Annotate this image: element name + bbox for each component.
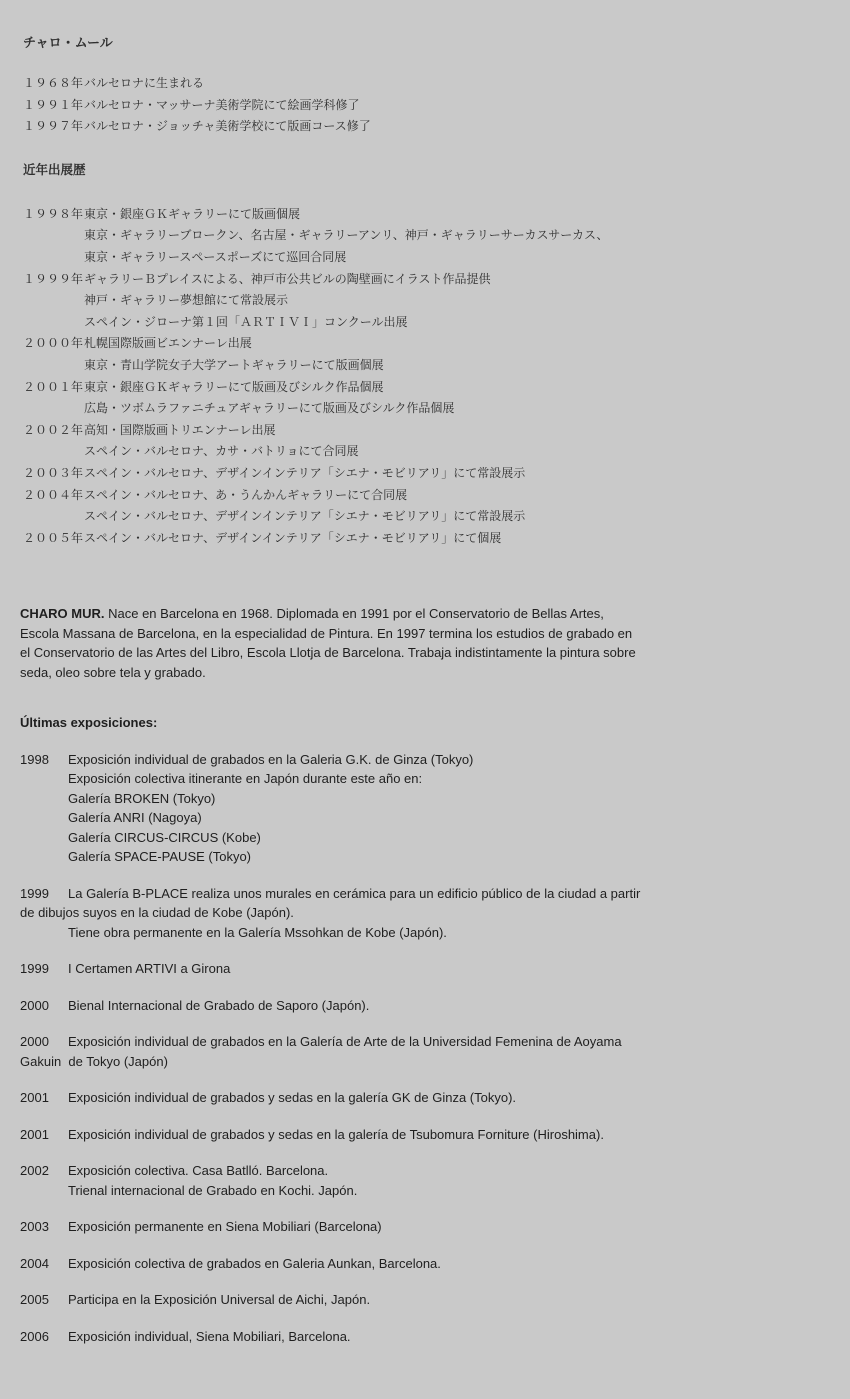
exhibition-row: [23, 528, 850, 550]
exhibition-block: [20, 1217, 850, 1237]
exhibition-row: [20, 789, 850, 809]
year-label: ２００１年: [23, 379, 84, 394]
year-label: ２００３年: [23, 465, 84, 480]
bio-line: el Conservatorio de las Artes del Libro, Escola Llotja de Barcelona. Trabaja indistintamente la pintura sobre: [20, 645, 636, 661]
exhibition-block: [20, 1125, 850, 1145]
exhibition-row: [20, 1125, 850, 1145]
latest-exhibitions-heading-spanish: Últimas exposiciones:: [20, 715, 158, 731]
exhibition-row: [23, 333, 850, 355]
row-text: Galería BROKEN (Tokyo): [68, 790, 216, 806]
row-text: スペイン・ジローナ第１回「ＡＲＴＩＶＩ」コンクール出展: [84, 314, 408, 329]
exhibition-row: [20, 923, 850, 943]
exhibition-row: [23, 398, 850, 420]
year-label: 2004: [20, 1255, 49, 1271]
exhibition-row: [23, 377, 850, 399]
exhibition-row: [23, 204, 850, 226]
exhibition-row: [20, 1161, 850, 1181]
row-text: スペイン・バルセロナ、デザインインテリア「シエナ・モビリアリ」にて常設展示: [84, 465, 526, 480]
row-text: 東京・ギャラリースペースポーズにて巡回合同展: [84, 249, 347, 264]
year-label: [23, 225, 84, 247]
row-text: Exposición permanente en Siena Mobiliari (Barcelona): [68, 1219, 382, 1235]
row-text: スペイン・バルセロナ、カサ・バトリョにて合同展: [84, 444, 359, 459]
exhibition-row: [23, 269, 850, 291]
row-text: Galería ANRI (Nagoya): [68, 810, 202, 826]
row-text: 高知・国際版画トリエンナーレ出展: [84, 422, 276, 437]
exhibition-row: [23, 441, 850, 463]
row-text: バルセロナ・マッサーナ美術学院にて絵画学科修了: [84, 97, 360, 112]
row-text: 広島・ツボムラファニチュアギャラリーにて版画及びシルク作品個展: [84, 401, 455, 416]
education-row: [23, 95, 850, 117]
exhibition-row: [20, 828, 850, 848]
exhibition-block: [20, 1032, 850, 1071]
exhibition-row: [23, 247, 850, 269]
row-text: Participa en la Exposición Universal de Aichi, Japón.: [68, 1292, 371, 1308]
year-label: [20, 789, 68, 809]
row-text: Galería SPACE-PAUSE (Tokyo): [68, 849, 252, 865]
year-label: ２００４年: [23, 487, 84, 502]
exhibition-row: [20, 1032, 850, 1052]
row-text: 東京・銀座ＧＫギャラリーにて版画及びシルク作品個展: [84, 379, 384, 394]
bio-paragraph-spanish: [20, 604, 660, 682]
year-label: ２００５年: [23, 530, 84, 545]
row-text: 東京・青山学院女子大学アートギャラリーにて版画個展: [84, 357, 384, 372]
exhibition-row: [23, 485, 850, 507]
exhibition-block: [20, 1161, 850, 1200]
row-text: Exposición individual de grabados en la Galeria G.K. de Ginza (Tokyo): [68, 751, 474, 767]
year-label: １９９９年: [23, 271, 84, 286]
exhibition-row: [20, 1181, 850, 1201]
year-label: [23, 355, 84, 377]
row-text: Exposición individual de grabados y sedas en la galería GK de Ginza (Tokyo).: [68, 1090, 517, 1106]
exhibition-block: [20, 750, 850, 867]
artist-name-japanese: チャロ・ムール: [23, 35, 113, 50]
row-text: Tiene obra permanente en la Galería Mssohkan de Kobe (Japón).: [68, 924, 447, 940]
row-text: Exposición colectiva de grabados en Galeria Aunkan, Barcelona.: [68, 1255, 441, 1271]
year-label: 2006: [20, 1328, 49, 1344]
exhibition-row: [23, 420, 850, 442]
year-label: [23, 247, 84, 269]
exhibition-row: [20, 1088, 850, 1108]
exhibition-row: [23, 225, 850, 247]
exhibition-row: [20, 847, 850, 867]
row-text: 東京・ギャラリーブロークン、名古屋・ギャラリーアンリ、神戸・ギャラリーサーカスサーカス、: [84, 228, 609, 243]
year-label: 2002: [20, 1163, 49, 1179]
year-label: [23, 506, 84, 528]
row-text: 神戸・ギャラリー夢想館にて常設展示: [84, 293, 289, 308]
exhibition-row: [20, 996, 850, 1016]
education-row: [23, 116, 850, 138]
exhibition-block: [20, 996, 850, 1016]
row-text: Gakuin de Tokyo (Japón): [20, 1053, 168, 1069]
exhibition-row: [23, 312, 850, 334]
bio-line: [20, 604, 660, 624]
year-label: [20, 808, 68, 828]
exhibition-row: [23, 506, 850, 528]
exhibition-block: [20, 1088, 850, 1108]
exhibition-block: [20, 959, 850, 979]
row-text: スペイン・バルセロナ、デザインインテリア「シエナ・モビリアリ」にて個展: [84, 530, 502, 545]
row-text: バルセロナ・ジョッチャ美術学校にて版画コース修了: [84, 119, 371, 134]
year-label: [20, 769, 68, 789]
year-label: 2000: [20, 1034, 49, 1050]
year-label: １９６８年: [23, 76, 84, 90]
exhibitions-list-japanese: [23, 204, 850, 550]
row-text: Bienal Internacional de Grabado de Saporo (Japón).: [68, 997, 370, 1013]
year-label: ２０００年: [23, 336, 84, 351]
year-label: 1998: [20, 751, 49, 767]
exhibition-block: [20, 1290, 850, 1310]
year-label: １９９７年: [23, 119, 84, 134]
row-text: La Galería B-PLACE realiza unos murales en cerámica para un edificio público de la ciudad a partir: [68, 885, 641, 901]
year-label: [20, 847, 68, 867]
education-list-japanese: [23, 73, 850, 138]
row-text: Galería CIRCUS-CIRCUS (Kobe): [68, 829, 261, 845]
exhibition-row: [20, 1052, 850, 1072]
row-text: 東京・銀座ＧＫギャラリーにて版画個展: [84, 206, 301, 221]
exhibition-row: [20, 884, 850, 904]
row-text: Trienal internacional de Grabado en Kochi. Japón.: [68, 1182, 358, 1198]
year-label: 2005: [20, 1292, 49, 1308]
row-text: Exposición colectiva. Casa Batlló. Barcelona.: [68, 1163, 329, 1179]
artist-name-spanish: CHARO MUR.: [20, 606, 105, 622]
bio-line: seda, oleo sobre tela y grabado.: [20, 664, 206, 680]
exhibitions-list-spanish: [20, 750, 850, 1347]
exhibition-row: [23, 355, 850, 377]
row-text: Exposición colectiva itinerante en Japón durante este año en:: [68, 771, 423, 787]
row-text: バルセロナに生まれる: [84, 76, 205, 90]
exhibition-row: [20, 903, 850, 923]
row-text: Exposición individual de grabados en la Galería de Arte de la Universidad Femenina de Aoyama: [68, 1034, 622, 1050]
exhibition-row: [20, 769, 850, 789]
row-text: スペイン・バルセロナ、あ・うんかんギャラリーにて合同展: [84, 487, 408, 502]
exhibition-row: [23, 463, 850, 485]
row-text: スペイン・バルセロナ、デザインインテリア「シエナ・モビリアリ」にて常設展示: [84, 509, 526, 524]
year-label: 2000: [20, 997, 49, 1013]
year-label: [23, 312, 84, 334]
year-label: [20, 828, 68, 848]
year-label: [23, 398, 84, 420]
exhibition-block: [20, 884, 850, 943]
year-label: [23, 441, 84, 463]
exhibition-block: [20, 1327, 850, 1347]
recent-exhibitions-heading-japanese: 近年出展歴: [23, 162, 86, 177]
year-label: ２００２年: [23, 422, 84, 437]
bio-line-text: Nace en Barcelona en 1968. Diplomada en 1991 por el Conservatorio de Bellas Artes,: [104, 606, 604, 622]
year-label: 2001: [20, 1126, 49, 1142]
year-label: 1999: [20, 961, 49, 977]
exhibition-row: [23, 290, 850, 312]
row-text: 札幌国際版画ビエンナーレ出展: [84, 336, 252, 351]
year-label: １９９８年: [23, 206, 84, 221]
row-text: Exposición individual de grabados y sedas en la galería de Tsubomura Forniture (Hiroshima).: [68, 1126, 604, 1142]
education-row: [23, 73, 850, 95]
exhibition-row: [20, 1290, 850, 1310]
exhibition-row: [20, 808, 850, 828]
year-label: 2001: [20, 1090, 49, 1106]
exhibition-row: [20, 1254, 850, 1274]
row-text: de dibujos suyos en la ciudad de Kobe (Japón).: [20, 905, 294, 921]
bio-line: Escola Massana de Barcelona, en la especialidad de Pintura. En 1997 termina los estudios de grabado en: [20, 625, 633, 641]
exhibition-block: [20, 1254, 850, 1274]
year-label: [23, 290, 84, 312]
exhibition-row: [20, 1327, 850, 1347]
row-text: ギャラリーＢプレイスによる、神戸市公共ビルの陶壁画にイラスト作品提供: [84, 271, 491, 286]
exhibition-row: [20, 959, 850, 979]
exhibition-row: [20, 1217, 850, 1237]
year-label: [20, 1181, 68, 1201]
year-label: 2003: [20, 1219, 49, 1235]
year-label: １９９１年: [23, 97, 84, 112]
year-label: [20, 923, 68, 943]
year-label: 1999: [20, 885, 49, 901]
row-text: I Certamen ARTIVI a Girona: [68, 961, 231, 977]
exhibition-row: [20, 750, 850, 770]
row-text: Exposición individual, Siena Mobiliari, Barcelona.: [68, 1328, 351, 1344]
